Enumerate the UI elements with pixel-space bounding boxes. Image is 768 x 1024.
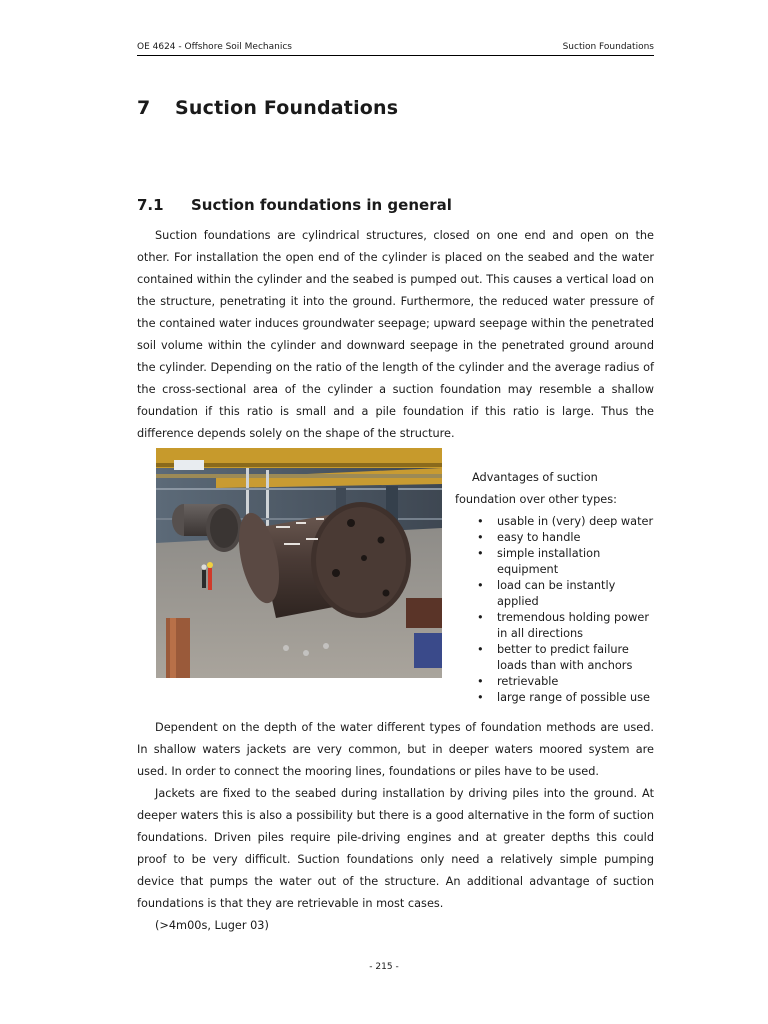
header-course: OE 4624 - Offshore Soil Mechanics [137, 42, 292, 52]
header-chapter: Suction Foundations [562, 42, 654, 52]
bullet-glyph: • [477, 531, 484, 544]
chapter-number: 7 [137, 97, 151, 119]
chapter-title: Suction Foundations [175, 97, 399, 119]
paragraph-intro: Suction foundations are cylindrical structures, closed on one end and open on the other. For installation the open end of the cylinder is placed on the seabed and the water contained within the cylinder and the seabed is pumped out. This causes a vertical load on the structure, penetrating it into the ground. Furthermore, the reduced water pressure of the contained water induces groundwater seepage; upward seepage within the penetrated soil volume within the cylinder and downward seepage in the penetrated ground around the cylinder. Depending on the ratio of the length of the cylinder and the average radius of the cross-sectional area of the cylinder a suction foundation may resemble a shallow foundation if this ratio is small and a pile foundation if this ratio is large. Thus the difference depends solely on the shape of the structure. [137, 229, 654, 440]
list-item: • simple installation equipment [477, 547, 601, 576]
list-item: • load can be instantly applied [477, 579, 616, 608]
bullet-glyph: • [477, 643, 484, 656]
chapter-heading [137, 97, 398, 119]
list-item: • easy to handle [477, 531, 581, 544]
list-item: • retrievable [477, 675, 559, 688]
suction-caisson-photo [156, 448, 442, 678]
bullet-glyph: • [477, 547, 484, 560]
paragraph-reference: (>4m00s, Luger 03) [155, 919, 269, 932]
paragraph-water-depth: Dependent on the depth of the water different types of foundation methods are used. In shallow waters jackets are very common, but in deeper waters moored system are used. In order to connect the mooring lines, foundations or piles have to be used. [137, 721, 654, 778]
advantages-list [455, 514, 660, 706]
section-title: Suction foundations in general [191, 196, 452, 214]
advantages-intro: Advantages of suction foundation over other types: [455, 471, 617, 506]
list-item: • large range of possible use [477, 691, 650, 704]
bullet-glyph: • [477, 515, 484, 528]
bullet-glyph: • [477, 579, 484, 592]
section-heading [137, 196, 452, 214]
section-number: 7.1 [137, 196, 164, 214]
bullet-glyph: • [477, 675, 484, 688]
list-item: • better to predict failure loads than with anchors [477, 643, 633, 672]
page-number: - 215 - [369, 962, 399, 972]
bullet-glyph: • [477, 691, 484, 704]
list-item: • usable in (very) deep water [477, 515, 654, 528]
list-item: • tremendous holding power in all directions [477, 611, 649, 640]
paragraph-jackets: Jackets are fixed to the seabed during installation by driving piles into the ground. At deeper waters this is also a possibility but there is a good alternative in the form of suction foundations. Driven piles require pile-driving engines and at greater depths this could proof to be very difficult. Suction foundations only need a relatively simple pumping device that pumps the water out of the structure. An additional advantage of suction foundations is that they are retrievable in most cases. [137, 787, 654, 910]
running-header [137, 42, 654, 56]
bullet-glyph: • [477, 611, 484, 624]
